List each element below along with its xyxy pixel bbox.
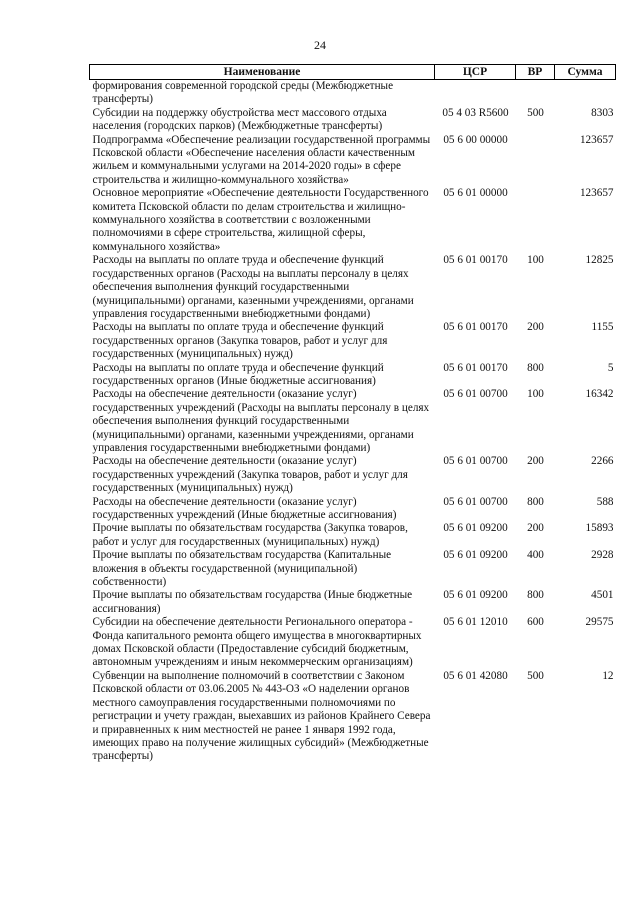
row-csr (435, 80, 516, 107)
row-csr: 05 6 01 09200 (443, 589, 508, 602)
row-name: Субсидии на поддержку обустройства мест массового отдыха населения (городских парков) (Межбюджетные трансферты) (92, 106, 387, 133)
table-row (90, 187, 616, 254)
row-vr: 800 (527, 495, 544, 508)
row-csr: 05 6 01 42080 (443, 669, 508, 682)
row-vr (516, 187, 555, 254)
row-vr: 100 (527, 254, 544, 267)
row-csr: 05 6 01 00170 (443, 254, 508, 267)
row-csr: 05 6 01 09200 (443, 522, 508, 535)
row-sum (555, 80, 616, 107)
page-number: 24 (314, 38, 326, 52)
row-sum: 1155 (591, 321, 614, 334)
table-row (90, 107, 616, 134)
row-sum: 29575 (585, 616, 614, 629)
row-csr: 05 6 01 00170 (443, 361, 508, 374)
row-vr: 200 (527, 522, 544, 535)
row-name: Расходы на обеспечение деятельности (оказание услуг) государственных учреждений (Расходы на выплаты персоналу в целях обеспечения выполнения функций государственными (муниципальными) органами, казенными учреждениями, органами управления государственными внебюджетными фондами) (92, 388, 430, 454)
row-name: Расходы на обеспечение деятельности (оказание услуг) государственных учреждений (Иные бюджетные ассигнования) (92, 495, 397, 521)
row-vr: 100 (527, 388, 544, 401)
table-row (90, 496, 616, 523)
row-sum: 2928 (591, 549, 614, 562)
row-sum: 12 (602, 669, 614, 682)
table-row (90, 455, 616, 495)
table-row (90, 362, 616, 389)
row-vr (516, 80, 555, 107)
row-sum: 123657 (579, 133, 614, 146)
row-sum: 588 (596, 495, 614, 508)
row-csr: 05 6 01 00700 (443, 455, 508, 468)
row-name: формирования современной городской среды (Межбюджетные трансферты) (92, 80, 394, 106)
row-csr: 05 6 01 00700 (443, 388, 508, 401)
row-name: Основное мероприятие «Обеспечение деятельности Государственного комитета Псковской области по делам строительства и жилищно-коммунального хозяйства в соответствии с возложенными полномочиями в сфере строительства, жилищной сферы, коммунального хозяйства» (92, 187, 429, 253)
table-row (90, 522, 616, 549)
row-csr: 05 6 01 00700 (443, 495, 508, 508)
header-sum: Сумма (555, 65, 616, 80)
row-vr: 200 (527, 321, 544, 334)
row-vr: 800 (527, 361, 544, 374)
row-vr (516, 134, 555, 188)
row-name: Прочие выплаты по обязательствам государства (Закупка товаров, работ и услуг для государственных (муниципальных) нужд) (92, 522, 408, 548)
row-sum: 4501 (591, 589, 614, 602)
table-row (90, 549, 616, 589)
row-vr: 500 (527, 106, 544, 119)
row-name: Субсидии на обеспечение деятельности Регионального оператора - Фонда капитального ремонта общего имущества в многоквартирных домах Псковской области (Предоставление субсидий бюджетным, автономным учреждениям и иным некоммерческим организациям) (92, 616, 422, 669)
header-name: Наименование (90, 65, 435, 80)
row-vr: 200 (527, 455, 544, 468)
row-name: Подпрограмма «Обеспечение реализации государственной программы Псковской области «Обеспечение населения области качественным жильем и коммунальными услугами на 2014-2020 годы» в сфере строительства и жилищно-коммунального хозяйства» (92, 133, 431, 186)
row-csr: 05 6 01 00000 (443, 187, 508, 200)
row-sum: 15893 (585, 522, 614, 535)
row-csr: 05 6 00 00000 (443, 133, 508, 146)
table-row (90, 388, 616, 455)
row-csr: 05 6 01 00170 (443, 321, 508, 334)
table-row (90, 80, 616, 107)
row-sum: 5 (607, 361, 614, 374)
row-name: Расходы на выплаты по оплате труда и обеспечение функций государственных органов (Закупка товаров, работ и услуг для государственных (муниципальных) нужд) (92, 321, 388, 361)
table-row (90, 134, 616, 188)
table-row (90, 254, 616, 321)
budget-table (89, 64, 616, 764)
row-csr: 05 6 01 12010 (443, 616, 508, 629)
header-vr: ВР (516, 65, 555, 80)
row-vr: 500 (527, 669, 544, 682)
header-csr: ЦСР (435, 65, 516, 80)
row-name: Прочие выплаты по обязательствам государства (Иные бюджетные ассигнования) (92, 589, 413, 615)
table-header-row (90, 65, 616, 80)
table-row (90, 670, 616, 764)
row-name: Расходы на выплаты по оплате труда и обеспечение функций государственных органов (Иные бюджетные ассигнования) (92, 361, 384, 387)
row-csr: 05 6 01 09200 (443, 549, 508, 562)
row-sum: 12825 (585, 254, 614, 267)
row-vr: 400 (527, 549, 544, 562)
row-sum: 2266 (591, 455, 614, 468)
row-csr: 05 4 03 R5600 (442, 106, 509, 119)
row-name: Субвенции на выполнение полномочий в соответствии с Законом Псковской области от 03.06.2005 № 443-ОЗ «О наделении органов местного самоуправления государственными полномочиями по регистрации и учету граждан, выехавших из районов Крайнего Севера и приравненных к ним местностей не ранее 1 января 1992 года, имеющих право на получение жилищных субсидий» (Межбюджетные трансферты) (92, 669, 431, 763)
row-sum: 16342 (585, 388, 614, 401)
row-sum: 8303 (591, 106, 614, 119)
row-sum: 123657 (579, 187, 614, 200)
row-vr: 800 (527, 589, 544, 602)
table-row (90, 589, 616, 616)
row-name: Расходы на выплаты по оплате труда и обеспечение функций государственных органов (Расходы на выплаты персоналу в целях обеспечения выполнения функций государственными (муниципальными) органами, казенными учреждениями, органами управления государственными внебюджетными фондами) (92, 254, 414, 320)
row-vr: 600 (527, 616, 544, 629)
row-name: Расходы на обеспечение деятельности (оказание услуг) государственных учреждений (Закупка товаров, работ и услуг для государственных (муниципальных) нужд) (92, 455, 408, 495)
row-name: Прочие выплаты по обязательствам государства (Капитальные вложения в объекты государственной (муниципальной) собственности) (92, 549, 392, 589)
table-row (90, 616, 616, 670)
table-row (90, 321, 616, 361)
